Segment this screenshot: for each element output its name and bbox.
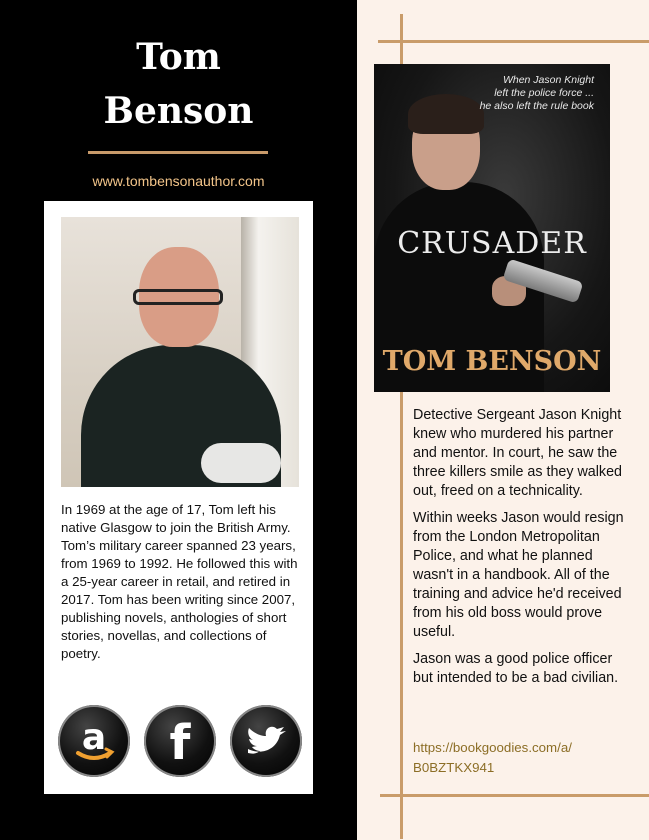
facebook-glyph: f: [169, 715, 191, 771]
book-blurb: [413, 406, 625, 694]
cover-book-author: TOM BENSON: [382, 346, 602, 377]
author-bio: In 1969 at the age of 17, Tom left his native Glasgow to join the British Army. Tom’s military career spanned 23 years, from 1969 to 1992. He followed this with a 25-year career in retail, and retired in 2017. Tom has been writing since 2007, publishing novels, anthologies of short stories, novellas, and collections of poetry.: [61, 502, 298, 661]
author-photo: [61, 217, 299, 487]
book-cover: [374, 64, 610, 392]
author-name: [0, 30, 357, 138]
blurb-paragraph-2: Within weeks Jason would resign from the London Metropolitan Police, and what he planned wasn't in a handbook. All of the training and advice he'd received from his old boss would prove useful.: [413, 510, 624, 640]
book-link[interactable]: [413, 738, 625, 778]
amazon-button[interactable]: [58, 705, 130, 777]
cover-book-title: CRUSADER: [397, 226, 587, 261]
photo-arm: [201, 443, 281, 483]
blurb-paragraph-3: Jason was a good police officer but intended to be a bad civilian.: [413, 651, 619, 686]
cover-tagline-line1: When Jason Knight: [502, 74, 594, 86]
author-website-link[interactable]: www.tombensonauthor.com: [92, 173, 265, 189]
facebook-icon: [144, 705, 216, 777]
facebook-button[interactable]: [144, 705, 216, 777]
name-divider: [88, 151, 268, 154]
author-name-line2: Benson: [103, 90, 254, 132]
twitter-icon: [230, 705, 302, 777]
photo-glasses: [133, 289, 223, 305]
decorative-bottom-rule: [380, 794, 649, 797]
cover-tagline-line3: he also left the rule book: [479, 100, 594, 112]
blurb-paragraph-1: Detective Sergeant Jason Knight knew who murdered his partner and mentor. In court, he saw the three killers smile as they walked out, freed on a technicality.: [413, 407, 622, 499]
social-links: [58, 705, 302, 779]
book-link-line2[interactable]: B0BZTKX941: [413, 760, 495, 775]
twitter-button[interactable]: [230, 705, 302, 777]
amazon-icon: [58, 705, 130, 777]
cover-tagline-line2: left the police force ...: [494, 87, 594, 99]
cover-tagline: [444, 74, 594, 113]
author-card: [44, 201, 313, 794]
book-link-line1[interactable]: https://bookgoodies.com/a/: [413, 740, 572, 755]
decorative-top-rule: [378, 40, 649, 43]
amazon-glyph: a: [81, 717, 107, 758]
author-name-line1: Tom: [136, 36, 221, 78]
